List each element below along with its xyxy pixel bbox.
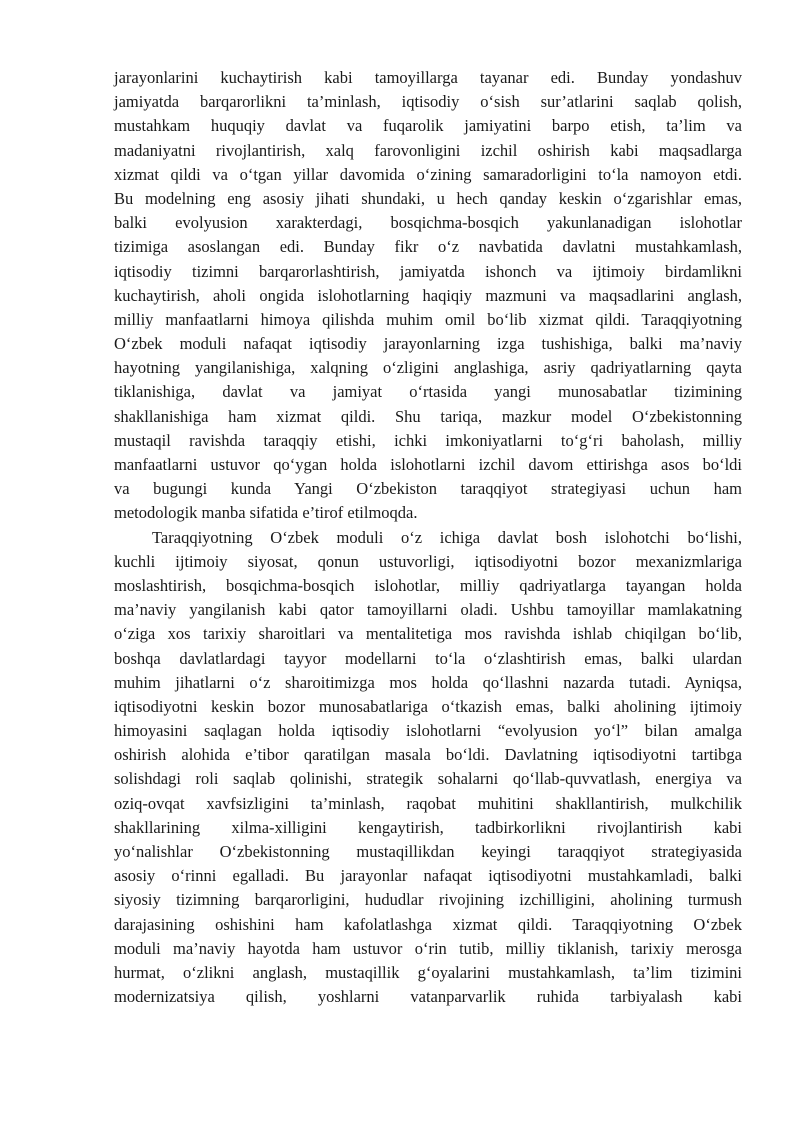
text-line: xizmat qildi va o‘tgan yillar davomida o‘zining samaradorligini to‘la namoyon etdi. xyxy=(114,164,742,184)
text-line: asosiy o‘rinni egalladi. Bu jarayonlar nafaqat iqtisodiyotni mustahkamladi, balki xyxy=(114,866,742,886)
text-line: jamiyatda barqarorlikni ta’minlash, iqtisodiy o‘sish sur’atlarini saqlab qolish, xyxy=(114,92,742,112)
text-line: muhim jihatlarni o‘z sharoitimizga mos holda qo‘llashni nazarda tutadi. Ayniqsa, xyxy=(114,672,742,692)
text-line: iqtisodiyotni keskin bozor munosabatlariga o‘tkazish emas, balki aholining ijtimoiy xyxy=(114,696,742,716)
text-line: kuchli ijtimoiy siyosat, qonun ustuvorligi, iqtisodiyotni bozor mexanizmlariga xyxy=(114,551,742,571)
text-line: tiklanishiga, davlat va jamiyat o‘rtasida yangi munosabatlar tizimining xyxy=(114,382,742,402)
text-line: balki evolyusion xarakterdagi, bosqichma-bosqich yakunlanadigan islohotlar xyxy=(114,213,742,233)
text-line: va bugungi kunda Yangi O‘zbekiston taraqqiyot strategiyasi uchun ham xyxy=(114,479,742,499)
text-line: jarayonlarini kuchaytirish kabi tamoyillarga tayanar edi. Bunday yondashuv xyxy=(114,68,742,87)
text-line: iqtisodiy tizimni barqarorlashtirish, jamiyatda ishonch va ijtimoiy birdamlikni xyxy=(114,261,742,281)
text-line: kuchaytirish, aholi ongida islohotlarning haqiqiy mazmuni va maqsadlarini anglash, xyxy=(114,285,742,305)
text-line: moslashtirish, bosqichma-bosqich islohotlar, milliy qadriyatlarga tayangan holda xyxy=(114,575,742,595)
text-line: madaniyatni rivojlantirish, xalq farovonligini izchil oshirish kabi maqsadlarga xyxy=(114,140,742,160)
text-line: Taraqqiyotning O‘zbek moduli o‘z ichiga davlat bosh islohotchi bo‘lishi, xyxy=(152,527,742,547)
text-line: shakllarining xilma-xilligini kengaytirish, tadbirkorlikni rivojlantirish kabi xyxy=(114,817,742,837)
text-line: shakllanishiga ham xizmat qildi. Shu tariqa, mazkur model O‘zbekistonning xyxy=(114,406,742,426)
text-line: mustaqil ravishda taraqqiy etishi, ichki imkoniyatlarni to‘g‘ri baholash, milliy xyxy=(114,430,742,450)
text-line: oshirish alohida e’tibor qaratilgan masala bo‘ldi. Davlatning iqtisodiyotni tartibga xyxy=(114,745,742,765)
paragraph-1 xyxy=(114,66,742,526)
text-line: mustahkam huquqiy davlat va fuqarolik jamiyatini barpo etish, ta’lim va xyxy=(114,116,742,136)
text-line: O‘zbek moduli nafaqat iqtisodiy jarayonlarning izga tushishiga, balki ma’naviy xyxy=(114,334,742,354)
paragraph-2 xyxy=(114,526,742,1010)
text-line: metodologik manba sifatida e’tirof etilmoqda. xyxy=(114,503,418,523)
text-line: oziq-ovqat xavfsizligini ta’minlash, raqobat muhitini shakllantirish, mulkchilik xyxy=(114,793,742,813)
text-line: darajasining oshishini ham kafolatlashga xizmat qildi. Taraqqiyotning O‘zbek xyxy=(114,914,742,934)
text-line: solishdagi roli saqlab qolinishi, strategik sohalarni qo‘llab-quvvatlash, energiya va xyxy=(114,769,742,789)
text-line: himoyasini saqlagan holda iqtisodiy islohotlarni “evolyusion yo‘l” bilan amalga xyxy=(114,721,742,741)
text-line: yo‘nalishlar O‘zbekistonning mustaqillikdan keyingi taraqqiyot strategiyasida xyxy=(114,842,742,861)
text-line: o‘ziga xos tarixiy sharoitlari va mentalitetiga mos ravishda ishlab chiqilgan bo‘lib, xyxy=(114,624,742,644)
text-line: boshqa davlatlardagi tayyor modellarni to‘la o‘zlashtirish emas, balki ulardan xyxy=(114,648,742,668)
text-line: moduli ma’naviy hayotda ham ustuvor o‘rin tutib, milliy tiklanish, tarixiy merosga xyxy=(114,938,742,958)
text-line: milliy manfaatlarni himoya qilishda muhim omil bo‘lib xizmat qildi. Taraqqiyotning xyxy=(114,309,742,329)
text-line: ma’naviy yangilanish kabi qator tamoyillarni oladi. Ushbu tamoyillar mamlakatning xyxy=(114,600,742,620)
text-line: tizimiga asoslangan edi. Bunday fikr o‘z navbatida davlatni mustahkamlash, xyxy=(114,237,742,257)
text-line: manfaatlarni ustuvor qo‘ygan holda islohotlarni izchil davom ettirishga asos bo‘ldi xyxy=(114,455,742,474)
text-line: siyosiy tizimning barqarorligini, hududlar rivojining izchilligini, aholining turmush xyxy=(114,890,742,910)
text-line: hurmat, o‘zlikni anglash, mustaqillik g‘oyalarini mustahkamlash, ta’lim tizimini xyxy=(114,962,742,982)
document-page xyxy=(114,66,742,1009)
text-line: hayotning yangilanishiga, xalqning o‘zligini anglashiga, asriy qadriyatlarning qayta xyxy=(114,358,742,378)
text-line: Bu modelning eng asosiy jihati shundaki, u hech qanday keskin o‘zgarishlar emas, xyxy=(114,188,742,208)
text-line: modernizatsiya qilish, yoshlarni vatanparvarlik ruhida tarbiyalash kabi xyxy=(114,987,742,1007)
